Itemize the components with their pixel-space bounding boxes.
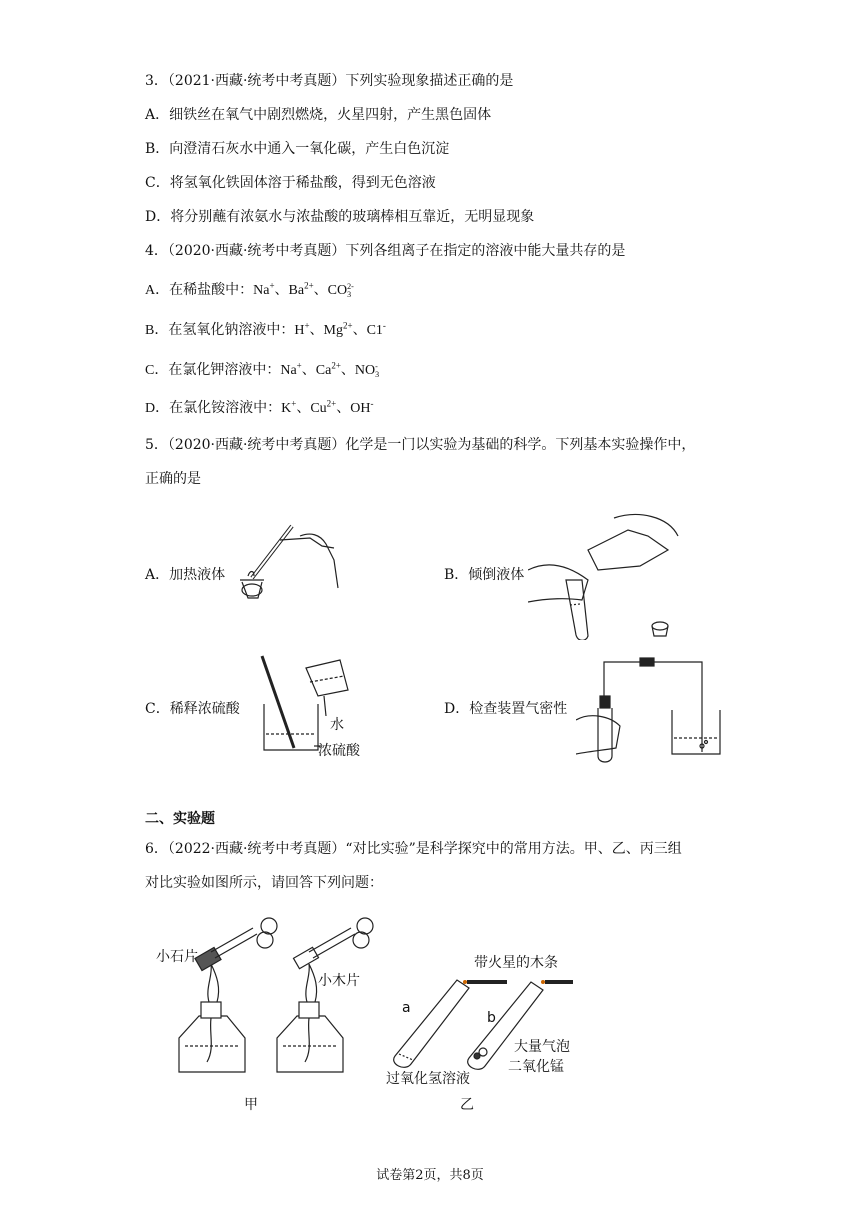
q4-option-d: D．在氯化铵溶液中：K+、$Cu^{2+}$、OH-: [145, 398, 374, 416]
q3-option-b: B．向澄清石灰水中通入一氧化碳，产生白色沉淀: [145, 141, 450, 157]
figure-jia: [165, 912, 375, 1082]
label-h2o2: 过氧化氢溶液: [386, 1071, 470, 1087]
q5-option-c: C．稀释浓硫酸: [145, 701, 240, 717]
page-footer: 试卷第2页，共8页: [376, 1168, 484, 1183]
label-mno2: 二氧化锰: [508, 1059, 564, 1075]
label-glowing-stick: 带火星的木条: [474, 955, 558, 971]
q6-stem-line1: 6．（2022·西藏·统考中考真题）“对比实验”是科学探究中的常用方法。甲、乙、丙三组: [145, 841, 682, 857]
q5-option-b: B．倾倒液体: [444, 567, 525, 583]
q5-stem-line2: 正确的是: [145, 471, 201, 487]
figure-heating-liquid: [230, 518, 350, 603]
label-tube-a: a: [402, 1000, 411, 1016]
section-title: 二、实验题: [145, 811, 215, 827]
figure-airtightness: [576, 656, 726, 766]
label-wood: 小木片: [318, 973, 360, 989]
q4-option-a: A．在稀盐酸中：Na+、$Ba^{2+}$、CO 2- 3: [145, 280, 354, 299]
label-tube-b: b: [487, 1010, 496, 1026]
label-bubbles: 大量气泡: [514, 1039, 570, 1055]
q5-option-a: A．加热液体: [145, 567, 226, 583]
label-water: 水: [330, 717, 344, 733]
caption-yi: 乙: [460, 1097, 474, 1113]
q3-option-c: C．将氢氧化铁固体溶于稀盐酸，得到无色溶液: [145, 175, 436, 191]
q3-stem: 3．（2021·西藏·统考中考真题）下列实验现象描述正确的是: [145, 73, 514, 89]
q5-stem-line1: 5．（2020·西藏·统考中考真题）化学是一门以实验为基础的科学。下列基本实验操作中，: [145, 437, 696, 453]
caption-jia: 甲: [244, 1097, 258, 1113]
q4-option-c: C．在氯化钾溶液中：Na+、$Ca^{2+}$、NO - 3: [145, 360, 380, 379]
q3-option-a: A．细铁丝在氧气中剧烈燃烧，火星四射，产生黑色固体: [145, 107, 492, 123]
figure-pouring-liquid: [528, 510, 688, 640]
label-conc-acid: 浓硫酸: [318, 743, 360, 759]
q5-option-d: D．检查装置气密性: [444, 701, 568, 717]
q3-option-d: D．将分别蘸有浓氨水与浓盐酸的玻璃棒相互靠近，无明显现象: [145, 209, 535, 225]
q6-stem-line2: 对比实验如图所示，请回答下列问题：: [145, 875, 383, 891]
q4-stem: 4．（2020·西藏·统考中考真题）下列各组离子在指定的溶液中能大量共存的是: [145, 243, 626, 259]
label-stone: 小石片: [156, 949, 198, 965]
q4-option-b: B．在氢氧化钠溶液中：H+、$Mg^{2+}$、C1-: [145, 320, 386, 338]
